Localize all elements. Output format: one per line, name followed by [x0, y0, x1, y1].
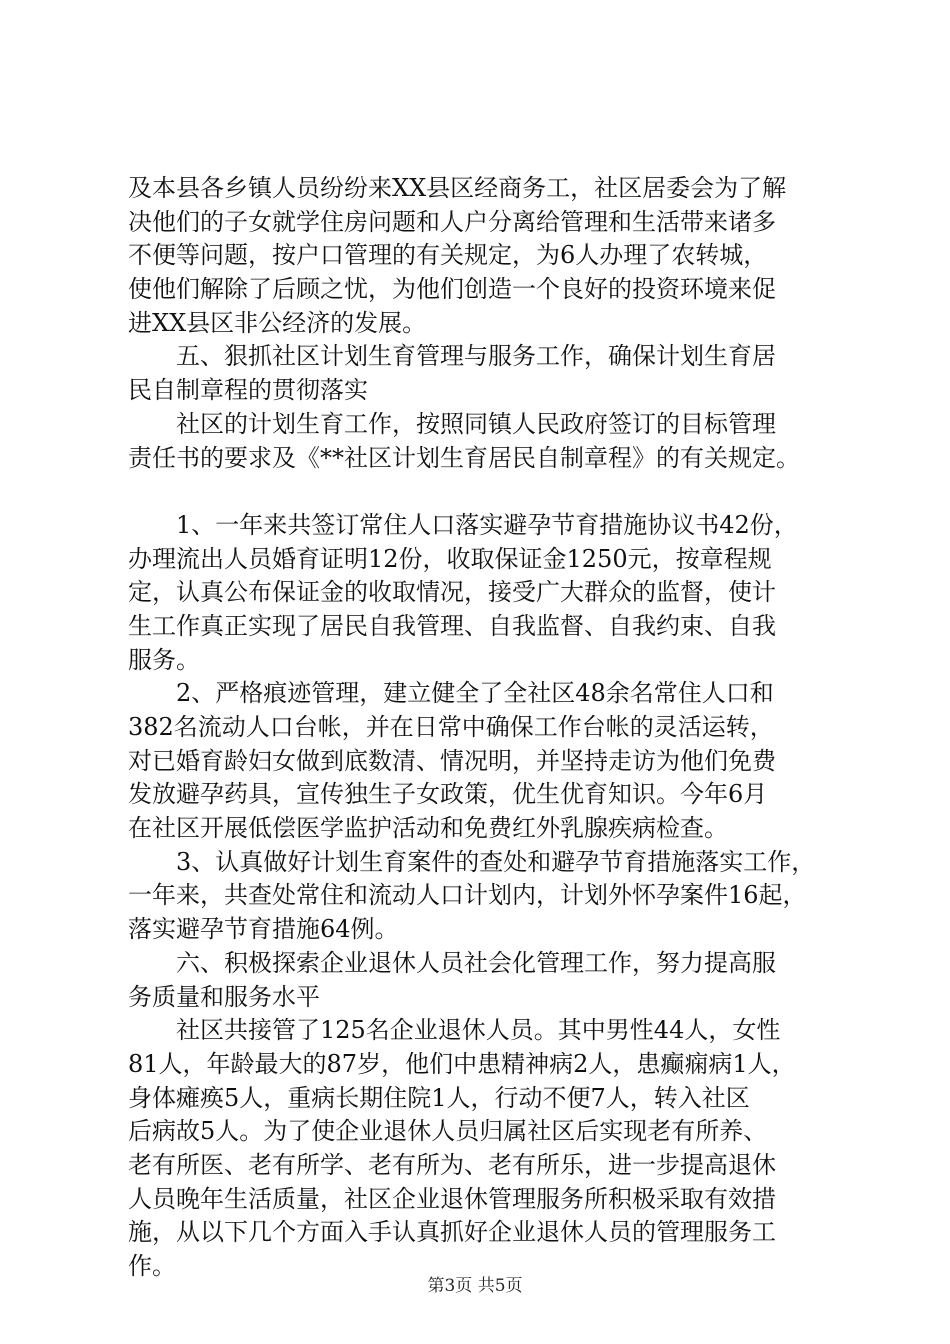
text-line: 及本县各乡镇人员纷纷来XX县区经商务工，社区居委会为了解 — [128, 174, 787, 202]
text-line: 生工作真正实现了居民自我管理、自我监督、自我约束、自我 — [128, 611, 776, 640]
section-heading-6-cont: 务质量和服务水平 — [128, 982, 320, 1011]
text-line: 382名流动人口台帐，并在日常中确保工作台帐的灵活运转， — [128, 713, 774, 741]
text-line: 社区共接管了125名企业退休人员。其中男性44人，女性 — [128, 1016, 781, 1045]
text-line: 社区的计划生育工作，按照同镇人民政府签订的目标管理 — [128, 409, 776, 438]
text-line: 身体瘫痪5人，重病长期住院1人，行动不便7人，转入社区 — [128, 1083, 750, 1112]
list-item-1: 1、一年来共签订常住人口落实避孕节育措施协议书42份， — [128, 510, 798, 539]
list-item-3: 3、认真做好计划生育案件的查处和避孕节育措施落实工作， — [128, 847, 816, 876]
document-body — [128, 172, 828, 1284]
page-number-footer: 第3页 共5页 — [427, 1276, 523, 1296]
text-line: 后病故5人。为了使企业退休人员归属社区后实现老有所养、 — [128, 1117, 768, 1146]
text-line: 服务。 — [128, 645, 200, 674]
text-line: 施，从以下几个方面入手认真抓好企业退休人员的管理服务工 — [128, 1218, 776, 1247]
text-line: 老有所医、老有所学、老有所为、老有所乐，进一步提高退休 — [128, 1150, 776, 1179]
list-item-2: 2、严格痕迹管理，建立健全了全社区48余名常住人口和 — [128, 679, 774, 708]
section-heading-6: 六、积极探索企业退休人员社会化管理工作，努力提高服 — [128, 948, 776, 977]
text-line: 责任书的要求及《**社区计划生育居民自制章程》的有关规定。 — [128, 443, 800, 472]
section-heading-5-cont: 民自制章程的贯彻落实 — [128, 376, 368, 405]
text-line: 进XX县区非公经济的发展。 — [128, 308, 427, 337]
text-line: 使他们解除了后顾之忧，为他们创造一个良好的投资环境来促 — [128, 275, 776, 304]
text-line: 落实避孕节育措施64例。 — [128, 915, 399, 944]
text-line: 定，认真公布保证金的收取情况，接受广大群众的监督，使计 — [128, 578, 776, 607]
text-line: 不便等问题，按户口管理的有关规定，为6人办理了农转城， — [128, 241, 768, 270]
text-line: 发放避孕药具，宣传独生子女政策，优生优育知识。今年6月 — [128, 780, 768, 809]
text-line: 办理流出人员婚育证明12份，收取保证金1250元，按章程规 — [128, 544, 772, 573]
text-line: 81人，年龄最大的87岁，他们中患精神病2人，患癫痫病1人， — [128, 1049, 796, 1078]
text-line: 一年来，共查处常住和流动人口计划内，计划外怀孕案件16起， — [128, 881, 807, 910]
text-line: 作。 — [128, 1252, 176, 1280]
text-line: 决他们的子女就学住房问题和人户分离给管理和生活带来诸多 — [128, 207, 776, 236]
text-line: 人员晚年生活质量，社区企业退休管理服务所积极采取有效措 — [128, 1184, 776, 1213]
text-line: 在社区开展低偿医学监护活动和免费红外乳腺疾病检查。 — [128, 814, 728, 843]
text-line: 对已婚育龄妇女做到底数清、情况明，并坚持走访为他们免费 — [128, 746, 776, 775]
section-heading-5: 五、狠抓社区计划生育管理与服务工作，确保计划生育居 — [128, 342, 776, 371]
blank-line — [128, 475, 828, 509]
